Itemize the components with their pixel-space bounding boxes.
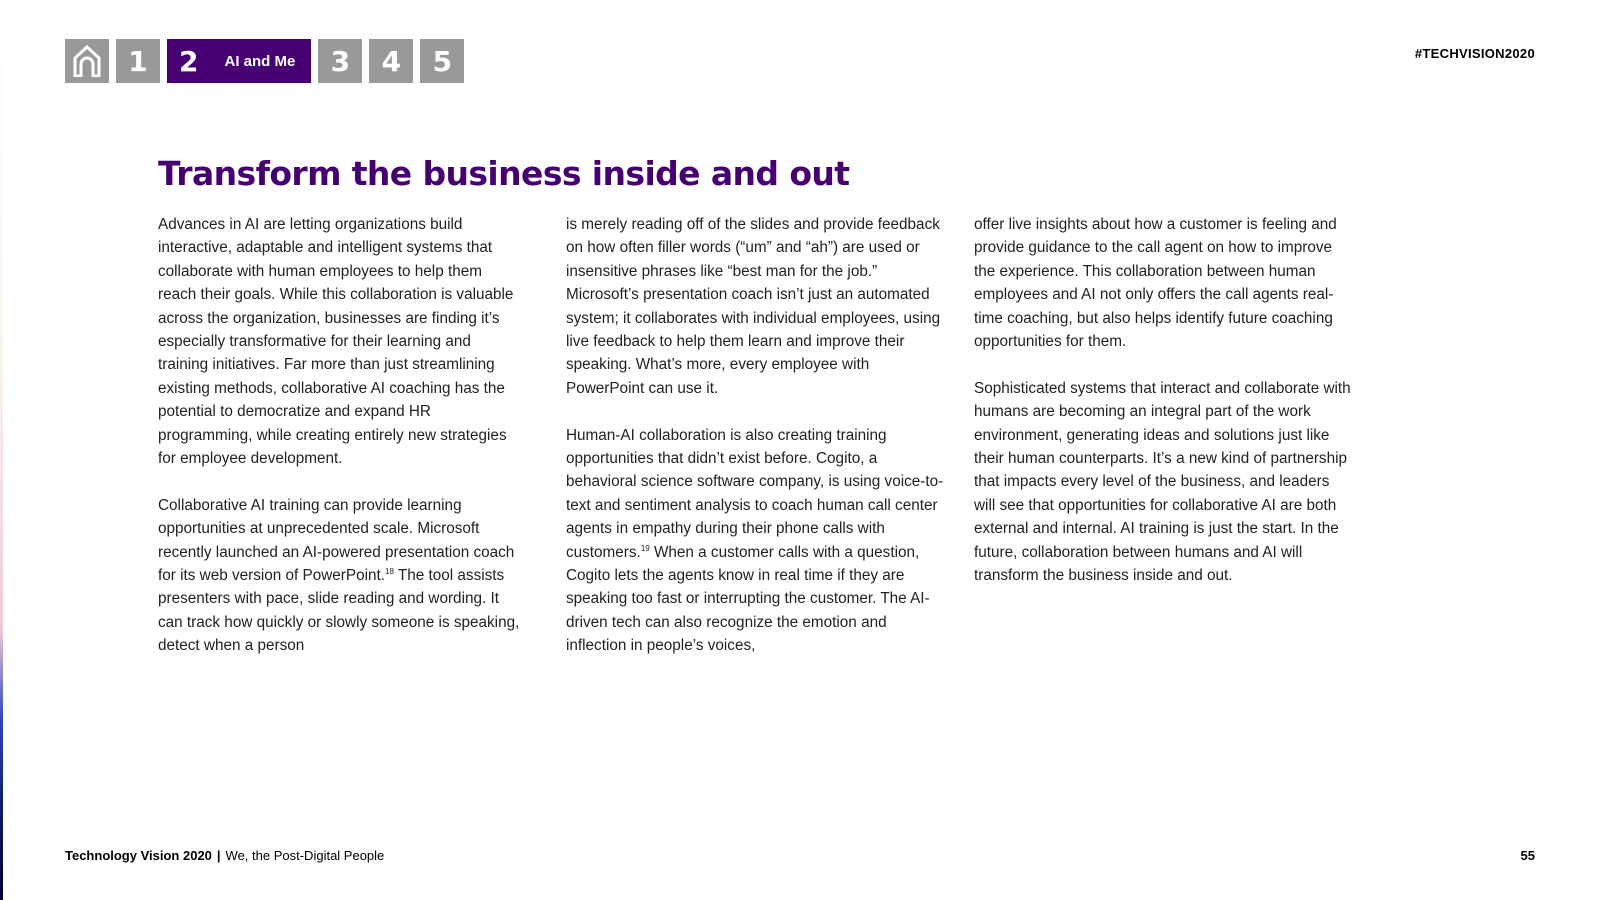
paragraph-text: The tool assists presenters with pace, slide reading and wording. It can track how quickly or slowly someone is speaking, detect when a person — [158, 567, 520, 655]
paragraph — [158, 494, 523, 658]
nav-section-3[interactable] — [318, 39, 362, 83]
page-number: 55 — [1520, 848, 1535, 863]
page-title: Transform the business inside and out — [158, 154, 850, 193]
footer-separator: | — [216, 848, 221, 863]
footnote-ref[interactable]: 18 — [385, 566, 394, 576]
section-nav — [65, 39, 464, 83]
nav-section-2[interactable] — [167, 39, 311, 83]
home-icon — [72, 45, 102, 77]
footer-subtitle: We, the Post-Digital People — [225, 848, 385, 863]
text-column-2 — [566, 213, 944, 681]
nav-section-4[interactable] — [369, 39, 413, 83]
footer-title: Technology Vision 2020 — [65, 848, 212, 863]
paragraph: offer live insights about how a customer is feeling and provide guidance to the call agent on how to improve the experience. This collaboration between human employees and AI not only offers the call agents real-time coaching, but also helps identify future coaching opportunities for them. — [974, 216, 1337, 351]
footnote-ref[interactable]: 19 — [640, 543, 650, 553]
text-column-3 — [974, 213, 1352, 611]
nav-section-number: 1 — [128, 44, 148, 78]
nav-section-number: 4 — [381, 44, 402, 78]
nav-section-5[interactable] — [420, 39, 464, 83]
nav-section-number: 3 — [330, 44, 351, 78]
footer — [65, 848, 384, 863]
paragraph: is merely reading off of the slides and provide feedback on how often filler words (“um” and “ah”) are used or insensitive phrases like “best man for the job.” Microsoft’s presentation coach isn’t just an automated system; it collaborates with individual employees, using live feedback to help them learn and improve their speaking. What’s more, every employee with PowerPoint can use it. — [566, 216, 941, 397]
paragraph-text: When a customer calls with a question, Cogito lets the agents know in real time if they are speaking too fast or interrupting the customer. The AI-driven tech can also recognize the emotion and inflection in people’s voices, — [566, 543, 930, 655]
nav-section-number: 5 — [432, 44, 453, 78]
paragraph-text: Collaborative AI training can provide learning opportunities at unprecedented scale. Microsoft recently launched an AI-powered presentation coach for its web version of PowerPoint. — [158, 496, 515, 585]
nav-home-button[interactable] — [65, 39, 109, 83]
text-column-1 — [158, 213, 523, 681]
paragraph: Sophisticated systems that interact and collaborate with humans are becoming an integral part of the work environment, generating ideas and solutions just like their human counterparts. It’s a new kind of partnership that impacts every level of the business, and leaders will see that opportunities for collaborative AI are both external and internal. AI training is just the start. In the future, collaboration between humans and AI will transform the business inside and out. — [974, 379, 1351, 585]
nav-section-number: 2 — [179, 44, 199, 78]
nav-section-1[interactable] — [116, 39, 160, 83]
nav-section-label: AI and Me — [224, 52, 296, 70]
paragraph: Advances in AI are letting organizations build interactive, adaptable and intelligent systems that collaborate with human employees to help them reach their goals. While this collaboration is valuable across the organization, businesses are finding it’s especially transformative for their learning and training initiatives. Far more than just streamlining existing methods, collaborative AI coaching has the potential to democratize and expand HR programming, while creating entirely new strategies for employee development. — [158, 216, 514, 468]
paragraph — [566, 424, 944, 658]
hashtag: #TECHVISION2020 — [1414, 46, 1535, 61]
paragraph-text: Human-AI collaboration is also creating training opportunities that didn’t exist before. Cogito, a behavioral science software company, is using voice-to-text and sentiment analysis to coach human call center agents in empathy during their phone calls with customers. — [566, 426, 944, 561]
edge-color-strip — [0, 0, 3, 900]
